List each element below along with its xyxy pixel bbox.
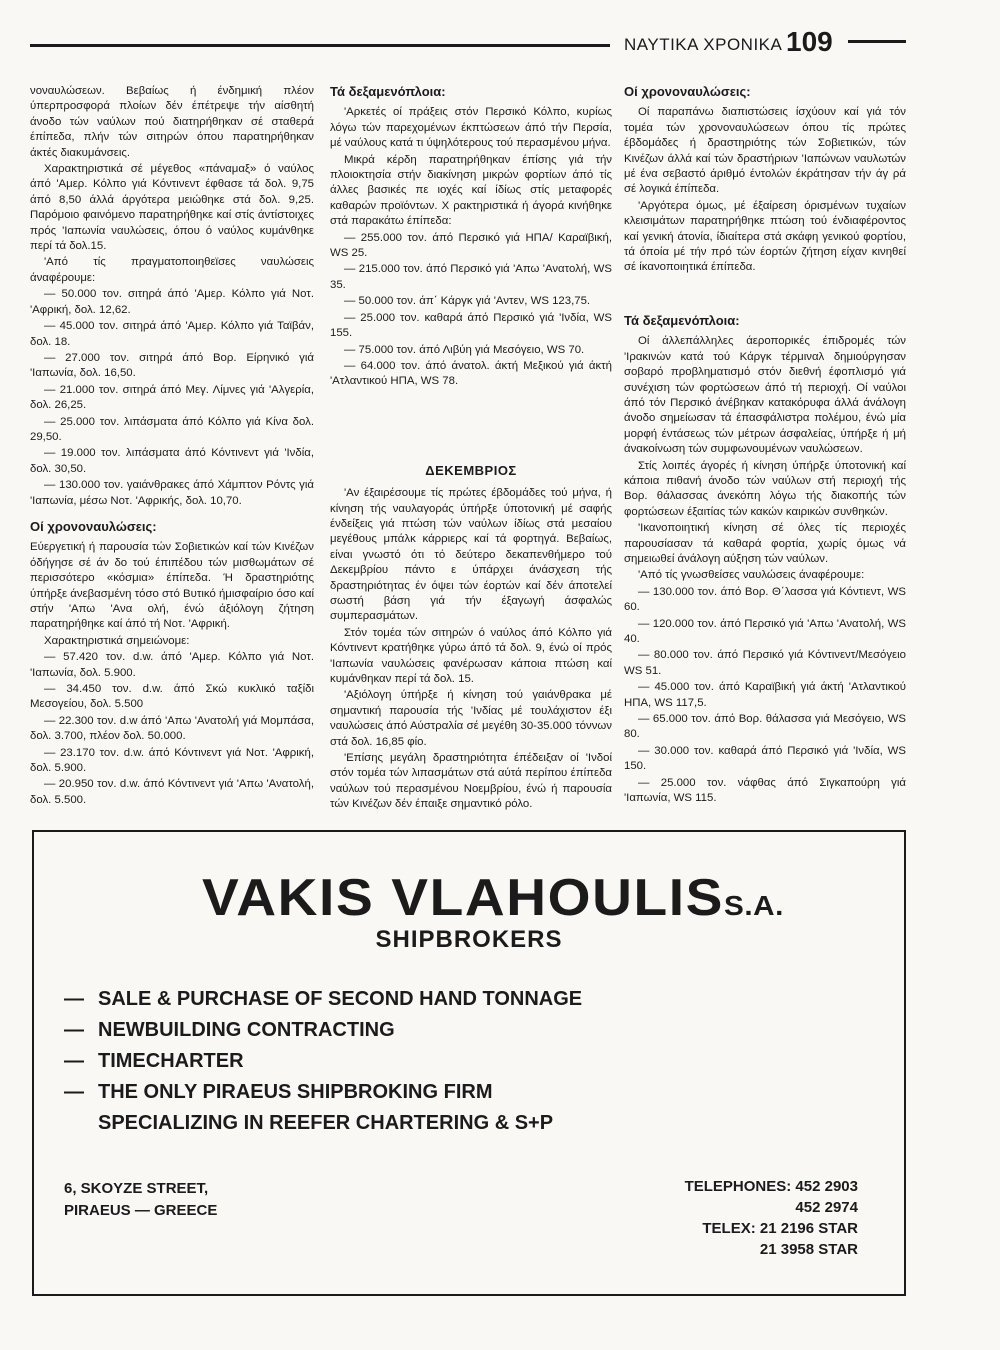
paragraph: Οί παραπάνω διαπιστώσεις ίσχύουν καί γιά τόν τομέα τών χρονοναυλώσεων όπου τίς πρώτες έβδομάδες ή δραστηριότης τών Σοβιετικών, τών Κινέζων άλλά καί τών δραστήριων 'Ιαπώνων ναυλωτών μέ ένα σεβαστό άριθμό έντολών έκράτησαν τήν άγ ρά σέ λογικά έπίπεδα. — [624, 106, 906, 196]
fixture-item: — 130.000 τον. άπό Βορ. Θ΄λασσα γιά Κόντιεντ, WS 60. — [624, 585, 906, 614]
fixture-item: — 22.300 τον. d.w άπό 'Απω 'Ανατολή γιά Μομπάσα, δολ. 3.700, πλέον δολ. 50.000. — [30, 714, 314, 743]
paragraph: νοναυλώσεων. Βεβαίως ή ένδημική πλέον ύπερπροσφορά πλοίων δέν έπέτρεψε τήν αίσθητή άνοδο τών ναύλων πού διατηρήθηκαν σέ σταθερά έπίπεδα, πλήν τών σιτηρών όπου παρατηρήθηκαν άκτές διακυμάνσεις. — [30, 85, 314, 159]
fixture-item: — 25.000 τον. καθαρά άπό Περσικό γιά 'Ινδία, WS 155. — [330, 311, 612, 340]
section-heading: Οί χρονοναυλώσεις: — [624, 84, 751, 99]
service-item: — SALE & PURCHASE OF SECOND HAND TONNAGE — [64, 984, 582, 1015]
ad-subtitle: SHIPBROKERS — [375, 926, 563, 953]
fixture-item: — 120.000 τον. άπό Περσικό γιά 'Απω 'Ανατολή, WS 40. — [624, 617, 906, 645]
section-heading: Τά δεξαμενόπλοια: — [330, 84, 446, 99]
fixture-item: — 30.000 τον. καθαρά άπό Περσικό γιά 'Ινδία, WS 150. — [624, 744, 906, 773]
ad-company-name — [202, 868, 784, 928]
service-item: — TIMECHARTER — [64, 1046, 582, 1077]
dash: — — [64, 1050, 84, 1072]
fixture-item: — 45.000 τον. άπό Καραϊβική γιά άκτή 'Ατλαντικού ΗΠΑ, WS 117,5. — [624, 681, 906, 709]
paragraph: 'Επίσης μεγάλη δραστηριότητα έπέδειξαν οί 'Ινδοί στόν τομέα τών λιπασμάτων στά αύτά περίπου έπίπεδα ναύλων τού περασμένου Νοεμβρίου, ένώ ή παρουσία τών Κινέζων δέν έπαιξε σημαντικό ρόλο. — [330, 752, 612, 811]
section-heading: Τά δεξαμενόπλοια: — [624, 312, 740, 328]
fixture-item: — 50.000 τον. σιτηρά άπό 'Αμερ. Κόλπο γιά Νοτ. 'Αφρική, δολ. 12,62. — [30, 288, 314, 316]
column-3 — [624, 84, 906, 807]
paragraph: Εύεργετική ή παρουσία τών Σοβιετικών καί τών Κινέζων όδήγησε σέ άν δο τού έπιπέδου τών μισθωμάτων σέ περισσότερο «κόσμια» έπίπεδα. Ή δραστηριότης ύπήρξε άνεβασμένη τόσο στό Βυτικό ήμισφαίριο όσο καί στήν 'Απω 'Ανα ολή, ένώ άξιόλογη ζήτηση παρατηρήθηκε καί άπό τή Νοτ. 'Αφρική. — [30, 541, 314, 631]
fixture-item: — 130.000 τον. γαιάνθρακες άπό Χάμπτον Ρόντς γιά 'Ιαπωνία, μέσω Νοτ. 'Αφρικής, δολ. 10,70. — [30, 479, 314, 507]
ad-telephones: TELEPHONES: 452 2903 452 2974 TELEX: 21 2196 STAR 21 3958 STAR — [684, 1178, 858, 1258]
header-rule-right — [848, 40, 906, 43]
page-number: 109 — [786, 26, 833, 57]
service-item-continuation: SPECIALIZING IN REEFER CHARTERING & S+P — [98, 1112, 554, 1134]
paragraph: 'Αργότερα όμως, μέ έξαίρεση όρισμένων τυχαίων κλεισιμάτων παρατηρήθηκε πτώση τού ένδιαφέροντος καί γενική άτονία, ίδιαίτερα στά σκάφη γενικού φορτίου, τά όποία μέ τήν πρό τών έορτών ζήτηση είχαν κινηθεί σέ ίκανοποιητικά έπίπεδα. — [624, 199, 906, 274]
paragraph: 'Αξιόλογη ύπήρξε ή κίνηση τού γαιάνθρακα μέ σημαντική παρουσία τής 'Ινδίας μέ τουλάχιστον έξι ναυλώσεις άπό Αύστραλία σέ μεγέθη 30-35.000 τόννων στά δολ. 16,85 φίο. — [330, 689, 612, 748]
dash: — — [64, 1081, 84, 1103]
fixture-item: — 27.000 τον. σιτηρά άπό Βορ. Είρηνικό γιά 'Ιαπωνία, δολ. 16,50. — [30, 351, 314, 380]
paragraph: 'Αρκετές οί πράξεις στόν Περσικό Κόλπο, κυρίως λόγω τών παρεχομένων έκπτώσεων άπό τήν Περσία, μέ ναύλους κατά τι ύψηλότερους τού περασμένου μήνα. — [330, 106, 612, 150]
paragraph: Στίς λοιπές άγορές ή κίνηση ύπήρξε ύποτονική καί κάποια πιθανή άνοδο τών ναύλων στή περιοχή τής Βορ. θάλασσας άνεκόπη λόγω τής διακοπής τών φορτώσεων έξαιτίας τών κακών καιρικών συνθηκών. — [624, 459, 906, 518]
company-name: VAKIS VLAHOULIS — [202, 869, 725, 927]
fixture-item: — 19.000 τον. λιπάσματα άπό Κόντινεντ γιά 'Ινδία, δολ. 30,50. — [30, 447, 314, 475]
fixture-item: — 45.000 τον. σιτηρά άπό 'Αμερ. Κόλπο γιά Ταϊβάν, δολ. 18. — [30, 320, 314, 348]
fixture-item: — 23.170 τον. d.w. άπό Κόντινεντ γιά Νοτ. 'Αφρική, δολ. 5.900. — [30, 746, 314, 775]
advertisement-box — [32, 830, 906, 1296]
paragraph: Χαρακτηριστικά σέ μέγεθος «πάναμαξ» ό ναύλος άπό 'Αμερ. Κόλπο γιά Κόντινεντ έφθασε τά δολ. 9,75 άπό 8,50 άλλά άργότερα μειώθηκε στά δολ. 9,25. Παρόμοιο φαινόμενο παρατηρήθηκε καί στίς άντίστοιχες πρός 'Ιαπωνία ναυλώσεις, όπου ό ναύλος κυμάνθηκε περί τά δολ.15. — [30, 163, 314, 253]
fixture-item: — 75.000 τον. άπό Λιβύη γιά Μεσόγειο, WS 70. — [344, 343, 585, 356]
paragraph: 'Από τίς πραγματοποιηθεϊσες ναυλώσεις άναφέρουμε: — [30, 256, 314, 284]
paragraph: 'Από τίς γνωσθείσες ναυλώσεις άναφέρουμε: — [638, 569, 865, 582]
fixture-item: — 64.000 τον. άπό άνατολ. άκτή Μεξικού γιά άκτή 'Ατλαντικού ΗΠΑ, WS 78. — [330, 359, 612, 388]
fixture-item: — 50.000 τον. άπ΄ Κάργκ γιά 'Αντεν, WS 123,75. — [344, 295, 591, 308]
paragraph: Οί άλλεπάλληλες άεροπορικές έπιδρομές τών 'Ιρακινών κατά τού Κάργκ τέρμιναλ δημιούργησαν σοβαρό προβληματισμό στόν διεθνή έφοπλισμό γιά συνέχιση τών φορτώσεων άπό τή περιοχή. Οί ναύλοι άπό τόν Περσικό άνέβηκαν κατακόρυφα άλλά άνάλογη άνοδο σημείωσαν τά έπασφάλιστρα πολέμου, ένώ μία μορφή έντάσεως τών μέτρων άσφαλείας, ύπήρξε ή μή άνακοίνωση τών συμφωνουμένων ναυλώσεων. — [624, 335, 906, 456]
fixture-item: — 255.000 τον. άπό Περσικό γιά ΗΠΑ/ Καραϊβική, WS 25. — [330, 231, 612, 260]
paragraph: Μικρά κέρδη παρατηρήθηκαν έπίσης γιά τήν πλοιοκτησία στήν διακίνηση μικρών φορτίων άπό τίς άλλες βασικές πε ιοχές καί ίδίως στίς μεταφορές καθαρών προϊόντων. Χ ρακτηριστικά ή άγορά κινήθηκε στά παρακάτω έπίπεδα: — [330, 153, 612, 228]
paragraph: Στόν τομέα τών σιτηρών ό ναύλος άπό Κόλπο γιά Κόντινεντ κρατήθηκε γύρω άπό τά δολ. 9, ένώ οί πρός 'Ιαπωνία ναυλώσεις φανέρωσαν κάποια πτώση καί κυμάνθηκαν περί τά δολ. 15. — [330, 626, 612, 685]
dash: — — [64, 1019, 84, 1041]
paragraph: Χαρακτηριστικά σημειώνομε: — [44, 634, 190, 647]
fixture-item: — 20.950 τον. d.w. άπό Κόντινεντ γιά 'Απω 'Ανατολή, δολ. 5.500. — [30, 778, 314, 806]
ad-address: 6, SKOYZE STREET, PIRAEUS — GREECE — [64, 1180, 218, 1219]
column-1 — [30, 84, 314, 809]
dash: — — [64, 988, 84, 1010]
fixture-item: — 215.000 τον. άπό Περσικό γιά 'Απω 'Ανατολή, WS 35. — [330, 263, 612, 291]
fixture-item: — 65.000 τον. άπό Βορ. θάλασσα γιά Μεσόγειο, WS 80. — [624, 713, 906, 741]
magazine-title: ΝΑΥΤΙΚΑ ΧΡΟΝΙΚΑ — [624, 35, 783, 54]
fixture-item: — 25.000 τον. νάφθας άπό Σιγκαπούρη γιά 'Ιαπωνία, WS 115. — [624, 776, 906, 805]
services-list — [64, 984, 582, 1139]
company-suffix: S.A. — [724, 890, 784, 921]
column-2 — [330, 84, 612, 814]
fixture-item: — 80.000 τον. άπό Περσικό γιά Κόντινεντ/Μεσόγειο WS 51. — [624, 649, 906, 677]
service-item: — NEWBUILDING CONTRACTING — [64, 1015, 582, 1046]
fixture-item: — 57.420 τον. d.w. άπό 'Αμερ. Κόλπο γιά Νοτ. 'Ιαπωνία, δολ. 5.900. — [30, 651, 314, 679]
header-rule — [30, 44, 610, 47]
fixture-item: — 34.450 τον. d.w. άπό Σκώ κυκλικό ταξίδι Μεσογείου, δολ. 5.500 — [30, 683, 314, 711]
paragraph: 'Ικανοποιητική κίνηση σέ όλες τίς περιοχές παρουσίασαν τά καθαρά φορτία, χωρίς όμως νά σημειωθεί άνάλογη αύξηση τών ναύλων. — [624, 522, 906, 565]
fixture-item: — 25.000 τον. λιπάσματα άπό Κόλπο γιά Κίνα δολ. 29,50. — [30, 415, 314, 443]
month-heading: ΔΕΚΕΜΒΡΙΟΣ — [425, 462, 517, 478]
service-item: — THE ONLY PIRAEUS SHIPBROKING FIRM — [64, 1077, 582, 1108]
section-heading: Οί χρονοναυλώσεις: — [30, 518, 157, 534]
fixture-item: — 21.000 τον. σιτηρά άπό Μεγ. Λίμνες γιά 'Αλγερία, δολ. 26,25. — [30, 383, 314, 412]
paragraph: 'Αν έξαιρέσουμε τίς πρώτες έβδομάδες τού μήνα, ή κίνηση τής ναυλαγοράς ύπήρξε ύποτονική μέ σαφής ένδείξεις γιά πτώση τών ναύλων ίδίως στά μεσαίου μεγέθους μπάλκ κάρριερς καί τά φορτηγά. Βεβαίως, είναι γνωστό ότι τό δεύτερο δεκαπενθήμερο τού Δεκεμβρίου πάντο ε ύπάρχει άνάσχεση τής δραστηριότητας έν όψει τών έορτών καί δέν άποτελεί σωστή βάση γιά τήν έξαγωγή άσφαλώς συμπερασμάτων. — [330, 487, 612, 623]
